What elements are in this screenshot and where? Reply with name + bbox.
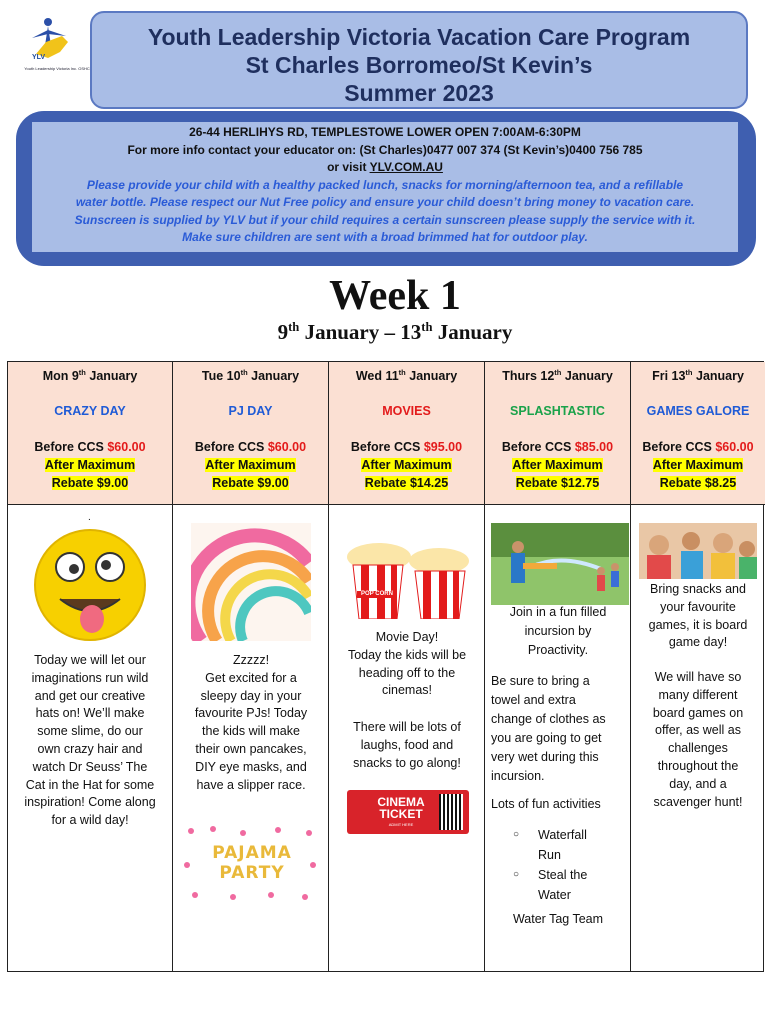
day-label: Mon 9th January [42, 367, 138, 383]
activity-item: ○ Waterfall Run [491, 825, 629, 865]
day-description: Join in a fun filled incursion by Proactivity. [509, 605, 607, 657]
day-label: Fri 13th January [652, 367, 744, 383]
rebate-label: After Maximum [361, 458, 452, 472]
activity-item: ○ Steal the Water [491, 865, 629, 905]
day-header [485, 362, 630, 505]
pajama-party-sign: PAJAMA PARTY [212, 843, 292, 883]
day-column-tuesday [173, 362, 329, 971]
address-line: 26-44 HERLIHYS RD, TEMPLESTOWE LOWER OPEN 7:00AM-6:30PM [189, 125, 581, 139]
ylv-logo [22, 12, 92, 92]
price: $60.00 [715, 440, 754, 454]
rainbow-image [191, 523, 311, 641]
day-description: Zzzzz! Get excited for a sleepy day in your favourite PJs! Today the kids will make their own pancakes, DIY eye masks, and have a slipper race. [194, 653, 308, 792]
note-line-3: Sunscreen is supplied by YLV but if your child requires a certain sunscreen please supply the service with it. [74, 212, 696, 227]
price: $85.00 [574, 440, 614, 454]
schedule-table [7, 361, 764, 972]
rebate-value: Rebate $14.25 [364, 476, 449, 490]
day-theme: GAMES GALORE [646, 404, 750, 418]
price: $95.00 [423, 440, 463, 454]
crazy-emoji-icon [30, 527, 150, 647]
program-title: Youth Leadership Victoria Vacation Care Program [147, 24, 691, 50]
activities-list [491, 825, 629, 905]
day-prices: Before CCS $60.00 After Maximum Rebate $8.25 [642, 440, 754, 490]
rebate-label: After Maximum [652, 458, 744, 472]
rebate-value: Rebate $9.00 [212, 476, 289, 490]
week-title: Week 1 [329, 273, 461, 319]
rebate-label: After Maximum [512, 458, 603, 472]
day-body [173, 505, 328, 971]
website-link[interactable]: YLV.COM.AU [369, 160, 443, 174]
activity-extra: Water Tag Team [512, 912, 604, 926]
day-body [631, 505, 765, 971]
ticket-line-2: TICKET [379, 807, 423, 821]
rebate-label: After Maximum [44, 458, 136, 472]
popcorn-label: POP CORN [357, 591, 397, 598]
day-label: Wed 11th January [355, 367, 458, 383]
rebate-value: Rebate $8.25 [659, 476, 737, 490]
day-prices: Before CCS $95.00 After Maximum Rebate $14.25 [350, 440, 463, 490]
activities-heading: Lots of fun activities [491, 797, 601, 811]
ticket-line-1: CINEMA [377, 795, 425, 809]
rebate-value: Rebate $9.00 [51, 476, 129, 490]
pajama-party-image [183, 825, 319, 901]
price: $60.00 [267, 440, 307, 454]
day-theme: CRAZY DAY [54, 404, 126, 418]
kids-games-image [639, 523, 757, 579]
day-description: Bring snacks and your favourite games, it is board game day! [648, 582, 748, 650]
day-header [329, 362, 484, 505]
note-line-2: water bottle. Please respect our Nut Free policy and ensure your child doesn’t bring money to vacation care. [75, 195, 695, 209]
day-label: Thurs 12th January [502, 367, 613, 383]
day-label: Tue 10th January [201, 367, 300, 383]
rebate-value: Rebate $12.75 [515, 476, 600, 490]
logo-mark: YLV [32, 54, 46, 61]
note-line-1: Please provide your child with a healthy packed lunch, snacks for morning/afternoon tea, and a refillable [86, 177, 684, 192]
day-header [8, 362, 172, 505]
day-body [485, 505, 630, 971]
day-theme: SPLASHTASTIC [510, 404, 605, 418]
day-description: Today we will let our imaginations run wild and get our creative hats on! We’ll make some slime, do our own crazy hair and watch Dr Seuss’ The Cat in the Hat for some inspiration! Come along for a wild day! [24, 653, 156, 828]
popcorn-icon [339, 541, 475, 619]
day-description-extra: We will have so many different board games on offer, as well as challenges throughout the day, and a scavenger hunt! [652, 670, 744, 809]
day-description: Movie Day! Today the kids will be heading off to the cinemas! [347, 630, 467, 698]
day-header [631, 362, 765, 505]
week-dates: 9th January – 13th January [277, 320, 513, 344]
visit-line: or visit YLV.COM.AU [327, 160, 443, 174]
price: $60.00 [107, 440, 146, 454]
note-line-4: Make sure children are sent with a broad brimmed hat for outdoor play. [182, 230, 588, 244]
stray-dot: . [88, 512, 91, 523]
ticket-line-3: ADMIT HERE [388, 822, 414, 827]
cinema-ticket-image [347, 788, 469, 838]
day-prices: Before CCS $85.00 After Maximum Rebate $12.75 [501, 440, 614, 490]
title-banner [90, 11, 748, 109]
day-column-friday [631, 362, 765, 971]
day-prices: Before CCS $60.00 After Maximum Rebate $9.00 [34, 440, 146, 490]
rebate-label: After Maximum [205, 458, 296, 472]
water-play-image [491, 523, 629, 605]
popcorn-image [339, 541, 475, 619]
day-theme: PJ DAY [228, 404, 273, 418]
day-theme: MOVIES [382, 404, 431, 418]
day-body [8, 505, 172, 971]
info-banner [32, 122, 738, 252]
day-header [173, 362, 328, 505]
day-prices: Before CCS $60.00 After Maximum Rebate $9.00 [194, 440, 307, 490]
day-column-thursday [485, 362, 631, 971]
day-column-monday [8, 362, 173, 971]
logo-caption: Youth Leadership Victoria Inc. OSHC [24, 66, 90, 71]
contact-line: For more info contact your educator on: (St Charles)0477 007 374 (St Kevin’s)0400 756 785 [127, 142, 643, 157]
day-description-extra: There will be lots of laughs, food and snacks to go along! [353, 720, 461, 770]
school-names: St Charles Borromeo/St Kevin’s [245, 52, 593, 78]
season-title: Summer 2023 [344, 80, 494, 106]
day-description-extra: Be sure to bring a towel and extra change of clothes as you are going to get very wet during this incursion. [491, 674, 606, 783]
day-column-wednesday [329, 362, 485, 971]
day-body [329, 505, 484, 971]
